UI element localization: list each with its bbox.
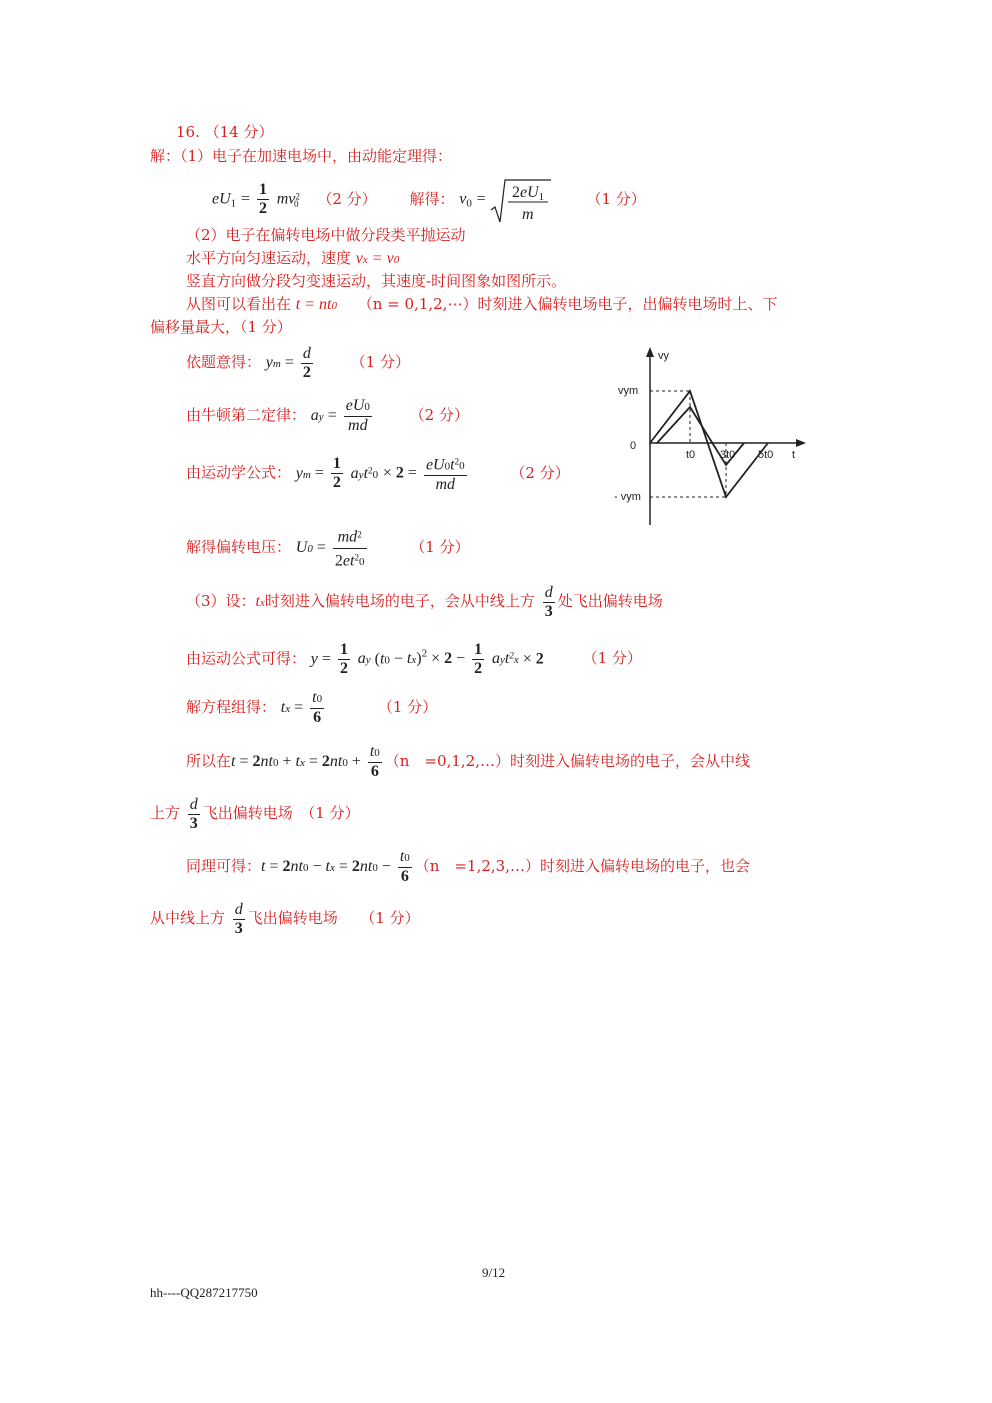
problem-header — [176, 122, 274, 142]
part2-intro: （2）电子在偏转电场中做分段类平抛运动 — [186, 226, 466, 244]
part1-equation: $eU_1$ = $\frac{1}{2}$ $mv^2_0$ （2 分） 解得： $v_0$ = 2eU1 m （1 分） — [212, 172, 646, 228]
part2-vertical: 竖直方向做分段匀变速运动，其速度-时间图象如图所示。 — [186, 272, 567, 290]
watermark-text: hh----QQ287217750 — [150, 1285, 258, 1300]
problem-number: 16. — [176, 123, 200, 141]
part2-newton-eq: 由牛顿第二定律： ay = $\frac{eU0}{md}$ （2 分） — [186, 397, 469, 434]
part3-intro: （3）设：tx时刻进入偏转电场的电子，会从中线上方 $\frac{d}{3}$ 处飞出偏转电场 — [186, 583, 663, 620]
zero-label: 0 — [630, 440, 637, 452]
page-number: 9/12 — [482, 1265, 506, 1280]
svg-text:m: m — [521, 205, 534, 223]
sqrt-expression — [490, 176, 552, 224]
part2-horizontal: 水平方向匀速运动，速度 vx = v0 — [186, 249, 400, 267]
t0-tick-label: t0 — [686, 449, 696, 461]
part3-therefore-cont: 上方 $\frac{d}{3}$ 飞出偏转电场 （1 分） — [150, 795, 360, 832]
5t0-tick-label: 5t0 — [758, 449, 774, 461]
part2-kinematic-eq: 由运动学公式： ym = $\frac{1}{2}$ ayt$^2$0 × 2 = $\frac{eU0t^20}{md}$ （2 分） — [186, 450, 570, 495]
svg-text:2eU1: 2eU1 — [511, 183, 544, 203]
part3-motion-eq: 由运动公式可得： y = $\frac{1}{2}$ ay (t0 − tx)$^2$ × 2 − $\frac{1}{2}$ ayt$^2$x × 2 （1 分） — [186, 640, 642, 677]
part2-from-graph: 从图可以看出在 t = nt0 （n = 0,1,2,⋯）时刻进入偏转电场电子，出偏转电场时上、下 — [186, 295, 778, 313]
part1-intro: 解：（1）电子在加速电场中，由动能定理得： — [150, 147, 453, 165]
neg-vym-label: - vym — [614, 491, 641, 503]
velocity-time-graph — [612, 343, 812, 533]
part3-therefore: 所以在t = 2nt0 + tx = 2nt0 + $\frac{t0}{6}$ （n =0,1,2,…）时刻进入偏转电场的电子，会从中线 — [186, 743, 750, 780]
part3-solution-eq: 解方程组得： tx = $\frac{t0}{6}$ （1 分） — [186, 689, 438, 726]
t-axis-label: t — [792, 449, 796, 461]
part1-solve-label: 解得： — [409, 189, 455, 208]
part1-score-b: （1 分） — [586, 189, 646, 208]
outer-velocity-curve — [650, 391, 768, 497]
vy-label: vy — [658, 350, 669, 362]
part2-from-graph-cont: 偏移量最大，（1 分） — [150, 318, 292, 336]
t-axis-arrow — [796, 439, 806, 447]
part3-similarly-cont: 从中线上方 $\frac{d}{3}$ 飞出偏转电场 （1 分） — [150, 900, 420, 937]
part3-similarly: 同理可得：t = 2nt0 − tx = 2nt0 − $\frac{t0}{6}$ （n =1,2,3,…）时刻进入偏转电场的电子，也会 — [186, 848, 750, 885]
v-axis-arrow — [646, 347, 654, 357]
3t0-tick-label: 3t0 — [720, 449, 736, 461]
part2-voltage-eq: 解得偏转电压： U0 = $\frac{md^2}{2et^20}$ （1 分） — [186, 525, 470, 571]
problem-points: （14 分） — [204, 123, 274, 141]
vym-label: vym — [618, 385, 639, 397]
part1-score-a: （2 分） — [317, 189, 377, 208]
part2-ym-eq: 依题意得： ym = $\frac{d}{2}$ （1 分） — [186, 344, 410, 381]
